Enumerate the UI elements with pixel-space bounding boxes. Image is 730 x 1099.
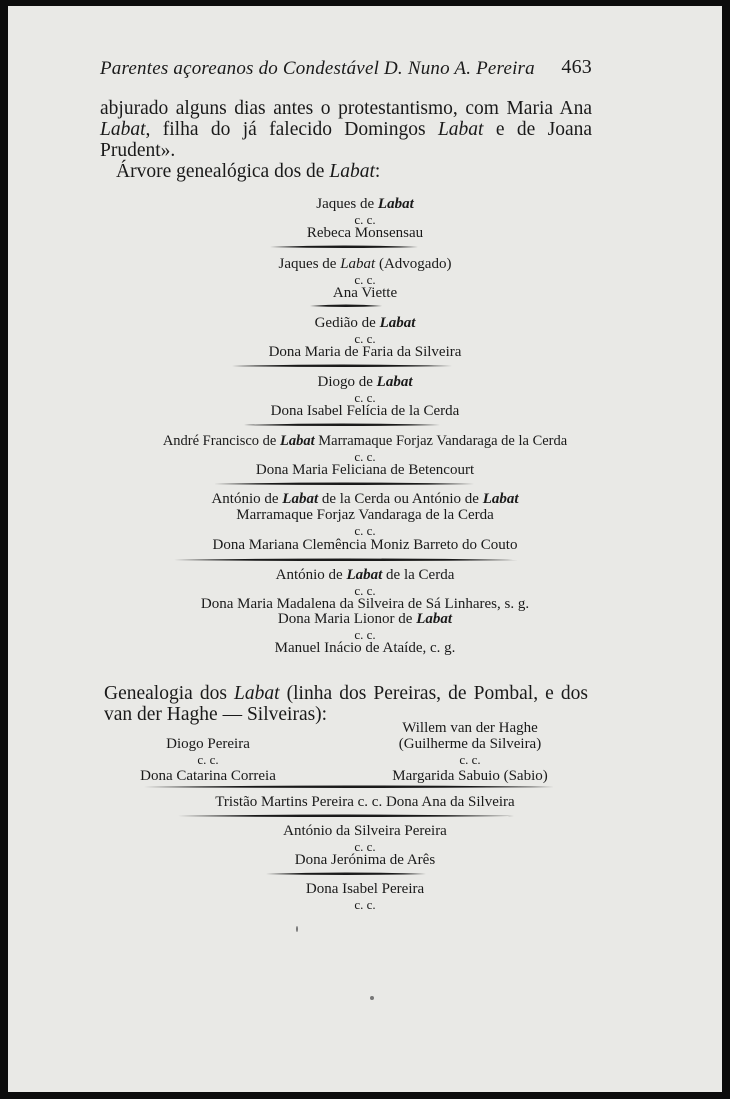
gen-g2: Tristão Martins Pereira c. c. Dona Ana da Silveira [215, 794, 515, 810]
gen-right-alias: (Guilherme da Silveira) [398, 736, 542, 752]
tree-rule-2 [310, 304, 382, 308]
header-title: Parentes açoreanos do Condestável D. Nuno A. Pereira [100, 58, 535, 79]
tree-title-colon: : [374, 161, 381, 182]
tree-g7-cc: c. c. [354, 583, 376, 598]
tree-g7-spouse-2 [8, 611, 722, 627]
tree-g4-surname: Labat [376, 374, 413, 390]
tree-g2-cc: c. c. [354, 272, 376, 287]
tree-g4-name [8, 374, 722, 390]
tree-g1-name [8, 196, 722, 212]
tree-g7-name [8, 567, 722, 583]
gen-rule-2 [178, 814, 514, 818]
tree-g7-post: de la Cerda [382, 567, 455, 583]
print-speck [370, 996, 374, 1000]
tree-g7-pre: António de [275, 567, 347, 583]
tree-g5-pre: André Francisco de [162, 433, 280, 449]
tree-g6-mid: de la Cerda ou António de [318, 491, 483, 507]
tree-title-name: Labat [329, 161, 375, 182]
gen-right-name: Willem van der Haghe [402, 720, 538, 736]
tree-title [116, 161, 380, 183]
tree-g6-cc: c. c. [354, 523, 376, 538]
tree-g4-spouse: Dona Isabel Felícia de la Cerda [270, 403, 460, 419]
tree-g3-spouse: Dona Maria de Faria da Silveira [268, 344, 462, 360]
gen-g3-name: António da Silveira Pereira [283, 823, 447, 839]
tree-g6-surname-2: Labat [482, 491, 519, 507]
gen-g3-cc: c. c. [354, 839, 376, 854]
tree-g3-surname: Labat [379, 315, 416, 331]
gen-right-column [370, 720, 570, 784]
genealogy-title-name: Labat [234, 683, 280, 704]
tree-g7-spouse-1: Dona Maria Madalena da Silveira de Sá Linhares, s. g. [200, 596, 530, 612]
tree-g6-surname: Labat [282, 491, 319, 507]
tree-g5-surname: Labat [279, 433, 315, 449]
genealogy-title-text-2: (linha dos Pereiras, de Pombal, e dos van der Haghe — Silveiras): [104, 683, 588, 725]
genealogy-title-text-1: Genealogia dos [104, 683, 235, 704]
tree-g2-surname: Labat [340, 256, 376, 272]
tree-g7-spouse-2-surname: Labat [416, 611, 453, 627]
tree-g5-post: Marramaque Forjaz Vandaraga de la Cerda [314, 433, 568, 449]
book-page [8, 6, 722, 1092]
tree-g6-line2: Marramaque Forjaz Vandaraga de la Cerda [236, 507, 494, 523]
tree-g5-spouse: Dona Maria Feliciana de Betencourt [255, 462, 475, 478]
print-speck [296, 926, 298, 932]
tree-g3-name [8, 315, 722, 331]
tree-g1-cc: c. c. [354, 212, 376, 227]
gen-g4-cc: c. c. [354, 897, 376, 912]
gen-left-spouse: Dona Catarina Correia [140, 768, 276, 784]
tree-g2-name [8, 256, 722, 272]
intro-paragraph [100, 98, 592, 161]
tree-rule-5 [214, 482, 474, 486]
intro-name-1: Labat [100, 119, 146, 140]
intro-name-2: Labat [437, 119, 484, 140]
tree-g3-pre: Gedião de [314, 315, 380, 331]
tree-g3-cc: c. c. [354, 331, 376, 346]
tree-rule-1 [270, 245, 418, 249]
page-number: 463 [561, 56, 592, 78]
tree-g6-name [8, 491, 722, 507]
tree-g4-cc: c. c. [354, 390, 376, 405]
gen-right-spouse: Margarida Sabuio (Sabio) [392, 768, 548, 784]
tree-g4-pre: Diogo de [317, 374, 377, 390]
gen-left-column [138, 736, 278, 784]
tree-g1-surname: Labat [377, 196, 414, 212]
tree-g7-spouse-3: Manuel Inácio de Ataíde, c. g. [274, 640, 456, 656]
gen-rule-1 [144, 785, 554, 789]
gen-g4-name: Dona Isabel Pereira [305, 881, 425, 897]
tree-rule-4 [244, 423, 440, 427]
tree-g5-name [8, 433, 722, 449]
tree-g6-spouse: Dona Mariana Clemência Moniz Barreto do Couto [212, 537, 518, 553]
tree-g1-pre: Jaques de [316, 196, 378, 212]
tree-g2-spouse: Ana Viette [332, 285, 398, 301]
genealogy-title [104, 683, 588, 725]
gen-left-name: Diogo Pereira [166, 736, 250, 752]
tree-g1-spouse: Rebeca Monsensau [306, 225, 424, 241]
tree-g5-cc: c. c. [354, 449, 376, 464]
tree-g6-pre: António de [211, 491, 283, 507]
gen-left-cc: c. c. [197, 752, 219, 767]
tree-rule-3 [232, 364, 452, 368]
tree-g7-cc-2: c. c. [354, 627, 376, 642]
tree-rule-6 [174, 558, 518, 562]
intro-text-2: , filha do já falecido Domingos [145, 119, 438, 140]
intro-text-3: e de Joana Prudent». [100, 119, 593, 161]
tree-title-text: Árvore genealógica dos de [116, 161, 330, 182]
gen-right-cc: c. c. [459, 752, 481, 767]
gen-rule-3 [266, 872, 426, 876]
running-header [100, 58, 592, 80]
tree-g2-post: (Advogado) [375, 256, 452, 272]
gen-g3-spouse: Dona Jerónima de Arês [294, 852, 436, 868]
tree-g7-surname: Labat [346, 567, 383, 583]
tree-g7-spouse-2-pre: Dona Maria Lionor de [277, 611, 417, 627]
intro-text-1: abjurado alguns dias antes o protestantismo, com Maria Ana [100, 98, 592, 119]
tree-g2-pre: Jaques de [278, 256, 341, 272]
